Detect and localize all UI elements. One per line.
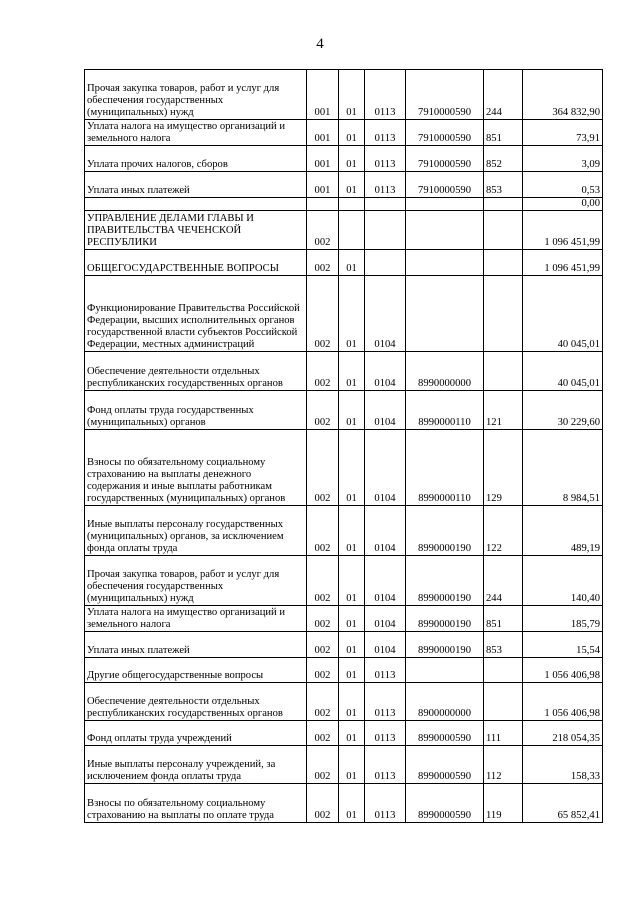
cell-csr [406,250,484,276]
cell-pr: 0113 [365,721,406,746]
cell-vr: 112 [484,746,523,784]
cell-vr: 122 [484,506,523,556]
cell-name: Взносы по обязательному социальному страхованию на выплаты денежного содержания и иные выплаты работникам государственных (муниципальных) органов [85,430,307,506]
cell-sum: 1 096 451,99 [523,211,603,250]
cell-rz [339,198,365,211]
cell-pr: 0104 [365,606,406,632]
table-row [85,250,603,276]
cell-name: Фонд оплаты труда учреждений [85,721,307,746]
cell-name: ОБЩЕГОСУДАРСТВЕННЫЕ ВОПРОСЫ [85,250,307,276]
cell-name: Прочая закупка товаров, работ и услуг для обеспечения государственных (муниципальных) нужд [85,556,307,606]
cell-sum: 8 984,51 [523,430,603,506]
table-row [85,70,603,120]
cell-vr: 244 [484,70,523,120]
cell-pr: 0104 [365,632,406,658]
cell-rz: 01 [339,658,365,683]
cell-rz: 01 [339,250,365,276]
cell-ved [307,198,339,211]
cell-sum: 218 054,35 [523,721,603,746]
cell-sum: 0,00 [523,198,603,211]
page-number: 4 [316,36,324,52]
cell-ved: 002 [307,430,339,506]
cell-csr [406,198,484,211]
cell-vr: 851 [484,120,523,146]
cell-csr: 8990000590 [406,721,484,746]
table-row [85,632,603,658]
cell-csr: 8990000190 [406,506,484,556]
cell-csr: 8990000110 [406,430,484,506]
cell-pr: 0113 [365,746,406,784]
cell-name: Уплата прочих налогов, сборов [85,146,307,172]
cell-rz: 01 [339,632,365,658]
cell-ved: 001 [307,120,339,146]
table-row [85,506,603,556]
table-row [85,276,603,352]
cell-csr: 8990000000 [406,352,484,391]
cell-name: Иные выплаты персоналу учреждений, за исключением фонда оплаты труда [85,746,307,784]
cell-ved: 002 [307,556,339,606]
cell-ved: 002 [307,784,339,823]
cell-name: Уплата иных платежей [85,172,307,198]
cell-csr [406,658,484,683]
cell-pr: 0104 [365,276,406,352]
cell-ved: 002 [307,606,339,632]
cell-pr: 0113 [365,658,406,683]
cell-ved: 002 [307,632,339,658]
cell-ved: 002 [307,746,339,784]
cell-name: Уплата налога на имущество организаций и земельного налога [85,606,307,632]
cell-name: Обеспечение деятельности отдельных республиканских государственных органов [85,352,307,391]
cell-pr [365,198,406,211]
cell-rz: 01 [339,556,365,606]
table-row [85,430,603,506]
cell-pr: 0104 [365,391,406,430]
table-row [85,146,603,172]
cell-rz: 01 [339,172,365,198]
cell-ved: 002 [307,352,339,391]
cell-vr: 852 [484,146,523,172]
cell-csr: 8990000190 [406,556,484,606]
cell-ved: 002 [307,683,339,721]
cell-pr: 0113 [365,120,406,146]
cell-vr [484,250,523,276]
cell-csr: 7910000590 [406,70,484,120]
cell-csr: 7910000590 [406,120,484,146]
cell-name: Прочая закупка товаров, работ и услуг для обеспечения государственных (муниципальных) нужд [85,70,307,120]
cell-csr [406,211,484,250]
cell-vr: 853 [484,172,523,198]
cell-csr: 8990000190 [406,632,484,658]
cell-rz: 01 [339,606,365,632]
cell-vr [484,276,523,352]
cell-csr: 8990000190 [406,606,484,632]
cell-vr [484,658,523,683]
cell-vr [484,198,523,211]
cell-vr [484,352,523,391]
cell-sum: 0,53 [523,172,603,198]
budget-table [84,69,603,823]
table-row [85,606,603,632]
cell-rz: 01 [339,430,365,506]
cell-name [85,198,307,211]
cell-ved: 002 [307,658,339,683]
table-row [85,391,603,430]
cell-sum: 40 045,01 [523,276,603,352]
cell-sum: 3,09 [523,146,603,172]
table-row [85,198,603,211]
table-row [85,658,603,683]
cell-csr: 8990000590 [406,746,484,784]
table-row [85,211,603,250]
cell-name: Функционирование Правительства Российской Федерации, высших исполнительных органов государственной власти субъектов Российской Федерации, местных администраций [85,276,307,352]
table-row [85,556,603,606]
cell-rz: 01 [339,120,365,146]
cell-rz: 01 [339,721,365,746]
cell-vr: 853 [484,632,523,658]
cell-ved: 002 [307,211,339,250]
cell-rz: 01 [339,391,365,430]
cell-pr: 0104 [365,352,406,391]
cell-pr [365,211,406,250]
cell-name: Обеспечение деятельности отдельных республиканских государственных органов [85,683,307,721]
cell-rz: 01 [339,746,365,784]
cell-ved: 001 [307,146,339,172]
cell-ved: 002 [307,250,339,276]
cell-rz: 01 [339,784,365,823]
cell-pr: 0113 [365,146,406,172]
table-row [85,784,603,823]
table-row [85,721,603,746]
table-row [85,172,603,198]
cell-csr: 7910000590 [406,146,484,172]
cell-vr: 129 [484,430,523,506]
cell-name: Уплата налога на имущество организаций и земельного налога [85,120,307,146]
cell-rz: 01 [339,70,365,120]
table-row [85,352,603,391]
cell-vr: 244 [484,556,523,606]
cell-csr: 7910000590 [406,172,484,198]
cell-pr: 0104 [365,430,406,506]
cell-sum: 185,79 [523,606,603,632]
cell-ved: 002 [307,506,339,556]
cell-vr [484,211,523,250]
cell-rz: 01 [339,276,365,352]
table-row [85,120,603,146]
cell-pr: 0113 [365,784,406,823]
cell-sum: 158,33 [523,746,603,784]
cell-rz: 01 [339,352,365,391]
cell-sum: 140,40 [523,556,603,606]
cell-ved: 002 [307,276,339,352]
cell-ved: 002 [307,721,339,746]
cell-pr: 0113 [365,172,406,198]
cell-sum: 65 852,41 [523,784,603,823]
cell-name: УПРАВЛЕНИЕ ДЕЛАМИ ГЛАВЫ И ПРАВИТЕЛЬСТВА ЧЕЧЕНСКОЙ РЕСПУБЛИКИ [85,211,307,250]
cell-sum: 15,54 [523,632,603,658]
cell-vr: 851 [484,606,523,632]
cell-vr [484,683,523,721]
cell-sum: 1 096 451,99 [523,250,603,276]
cell-pr: 0113 [365,683,406,721]
cell-csr: 8990000110 [406,391,484,430]
cell-rz [339,211,365,250]
cell-vr: 119 [484,784,523,823]
cell-ved: 001 [307,172,339,198]
cell-csr: 8900000000 [406,683,484,721]
table-row [85,746,603,784]
cell-sum: 1 056 406,98 [523,658,603,683]
cell-vr: 111 [484,721,523,746]
cell-ved: 001 [307,70,339,120]
cell-name: Иные выплаты персоналу государственных (муниципальных) органов, за исключением фонда оплаты труда [85,506,307,556]
cell-csr: 8990000590 [406,784,484,823]
cell-sum: 73,91 [523,120,603,146]
cell-sum: 1 056 406,98 [523,683,603,721]
cell-sum: 489,19 [523,506,603,556]
cell-name: Уплата иных платежей [85,632,307,658]
cell-name: Другие общегосударственные вопросы [85,658,307,683]
cell-name: Взносы по обязательному социальному страхованию на выплаты по оплате труда [85,784,307,823]
cell-name: Фонд оплаты труда государственных (муниципальных) органов [85,391,307,430]
cell-pr [365,250,406,276]
cell-rz: 01 [339,146,365,172]
cell-pr: 0113 [365,70,406,120]
cell-ved: 002 [307,391,339,430]
cell-rz: 01 [339,506,365,556]
cell-sum: 40 045,01 [523,352,603,391]
cell-pr: 0104 [365,556,406,606]
cell-rz: 01 [339,683,365,721]
cell-sum: 30 229,60 [523,391,603,430]
cell-vr: 121 [484,391,523,430]
table-row [85,683,603,721]
cell-pr: 0104 [365,506,406,556]
cell-sum: 364 832,90 [523,70,603,120]
cell-csr [406,276,484,352]
